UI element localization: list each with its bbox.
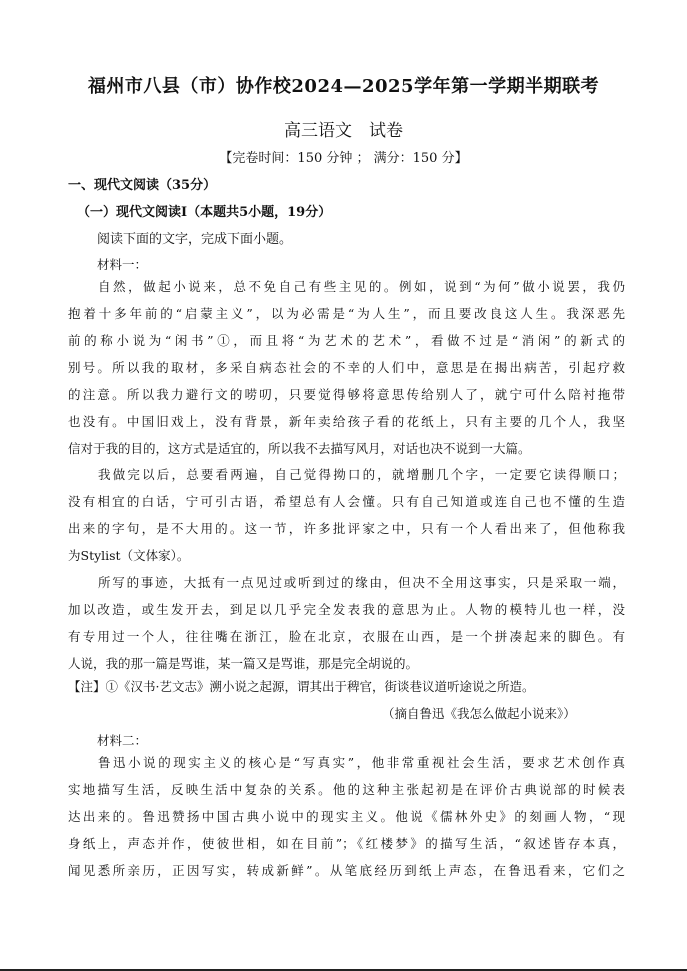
- text-line: 身纸上，声态并作，使彼世相，如在目前”；《红楼梦》的描写生活，“叙述皆存本真，: [68, 836, 625, 851]
- material-one-label: 材料一：: [97, 257, 148, 272]
- text-line: 信对于我的目的，这方式是适宜的，所以我不去描写风月，对话也决不说到一大篇。: [68, 441, 531, 456]
- text-line: 也没有。中国旧戏上，没有背景，新年卖给孩子看的花纸上，只有主要的几个人，我坚: [68, 414, 625, 429]
- material-two-label: 材料二：: [97, 733, 148, 748]
- text-line: 出来的字句，是不大用的。这一节，许多批评家之中，只有一个人看出来了，但他称我: [68, 521, 625, 536]
- text-line: 没有相宜的白话，宁可引古语，希望总有人会懂。只有自己知道或连自己也不懂的生造: [68, 494, 625, 509]
- material-one-paragraph-3: [68, 569, 625, 677]
- text-line: 别号。所以我的取材，多采自病态社会的不幸的人们中，意思是在揭出病苦，引起疗救: [68, 360, 625, 375]
- material-two-paragraph-1: [68, 749, 625, 884]
- text-line: 有专用过一个人，往往嘴在浙江，脸在北京，衣服在山西，是一个拼凑起来的脚色。有: [68, 629, 625, 644]
- text-line: 抱着十多年前的“启蒙主义”，以为必需是“为人生”，而且要改良这人生。我深恶先: [68, 306, 625, 321]
- text-line: 我做完以后，总要看两遍，自己觉得拗口的，就增删几个字，一定要它读得顺口；: [98, 467, 625, 482]
- section-heading: 一、现代文阅读（35分）: [68, 178, 217, 193]
- material-one-paragraph-2: [68, 461, 625, 569]
- text-line: 达出来的。鲁迅赞扬中国古典小说中的现实主义。他说《儒林外史》的刻画人物，“现: [68, 809, 625, 824]
- subsection-heading: （一）现代文阅读Ⅰ（本题共5小题，19分）: [77, 205, 332, 220]
- text-line: 前的称小说为“闲书”①，而且将“为艺术的艺术”，看做不过是“消闲”的新式的: [68, 333, 625, 348]
- text-line: 鲁迅小说的现实主义的核心是“写真实”，他非常重视社会生活，要求艺术创作真: [98, 755, 625, 770]
- reading-instruction: 阅读下面的文字，完成下面小题。: [97, 232, 293, 247]
- text-line: 所写的事迹，大抵有一点见过或听到过的缘由，但决不全用这事实，只是采取一端，: [98, 575, 625, 590]
- text-line: 人说，我的那一篇是骂谁，某一篇又是骂谁，那是完全胡说的。: [68, 656, 419, 671]
- material-one-paragraph-1: [68, 273, 625, 462]
- text-line: 闻见悉所亲历，正因写实，转成新鲜”。从笔底经历到纸上声态，在鲁迅看来，它们之: [68, 863, 625, 878]
- text-line: 的注意。所以我力避行文的唠叨，只要觉得够将意思传给别人了，就宁可什么陪衬拖带: [68, 387, 625, 402]
- text-line: 自然，做起小说来，总不免自己有些主见的。例如，说到“为何”做小说罢，我仍: [98, 279, 625, 294]
- source-citation: （摘自鲁迅《我怎么做起小说来》）: [382, 706, 576, 721]
- text-line: 为Stylist（文体家）。: [68, 548, 190, 563]
- footnote: 【注】①《汉书·艺文志》溯小说之起源，谓其出于稗官，街谈巷议道听途说之所造。: [68, 679, 535, 694]
- text-line: 实地描写生活，反映生活中复杂的关系。他的这种主张起初是在评价古典说部的时候表: [68, 782, 625, 797]
- exam-subtitle: 高三语文 试卷: [284, 121, 403, 141]
- exam-time-score: 【完卷时间：150 分钟 ； 满分：150 分】: [219, 151, 468, 166]
- text-line: 加以改造，或生发开去，到足以几乎完全发表我的意思为止。人物的模特儿也一样，没: [68, 602, 625, 617]
- exam-title: 福州市八县（市）协作校2024—2025学年第一学期半期联考: [87, 76, 600, 97]
